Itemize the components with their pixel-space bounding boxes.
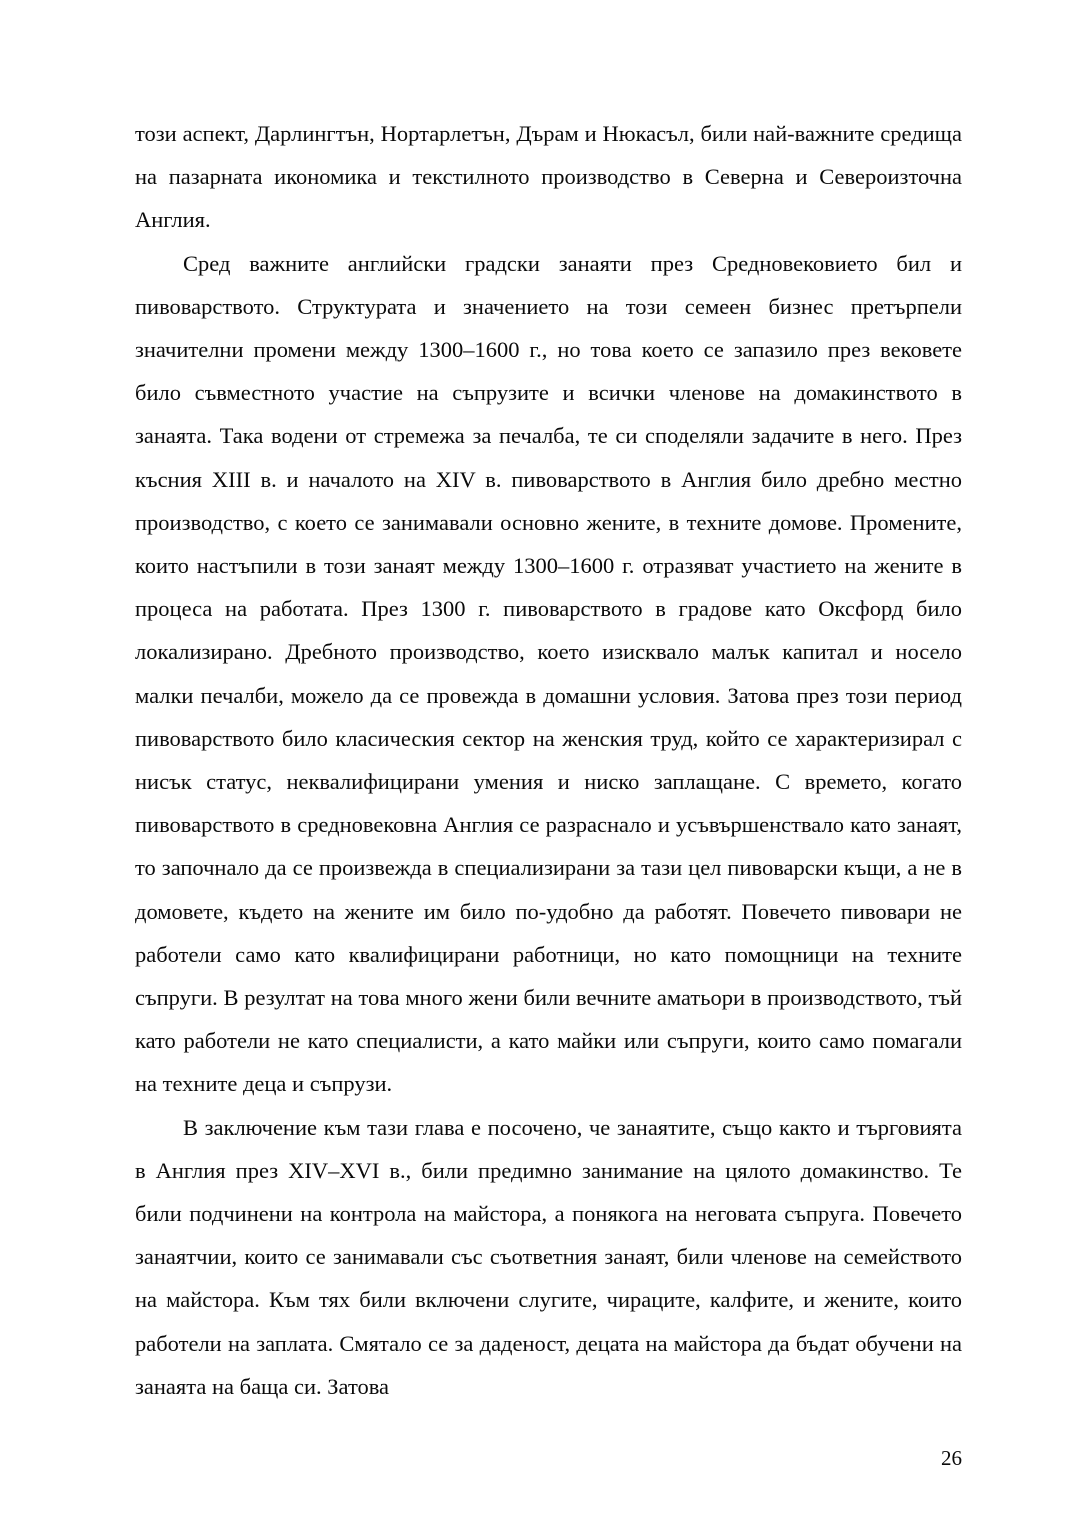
paragraph-2: Сред важните английски градски занаяти през Средновековието бил и пивоварството. Структурата и значението на този семеен бизнес претърпели значителни промени между 1300–1600 г., но това което се запазило през вековете било съвместното участие на съпрузите и всички членове на домакинството в занаята. Така водени от стремежа за печалба, те си споделяли задачите в него. През късния XIII в. и началото на XIV в. пивоварството в Англия било дребно местно производство, с което се занимавали основно жените, в техните домове. Промените, които настъпили в този занаят между 1300–1600 г. отразяват участието на жените в процеса на работата. През 1300 г. пивоварството в градове като Оксфорд било локализирано. Дребното производство, което изисквало малък капитал и носело малки печалби, можело да се провежда в домашни условия. Затова през този период пивоварството било класическия сектор на женския труд, който се характеризирал с нисък статус, неквалифицирани умения и ниско заплащане. С времето, когато пивоварството в средновековна Англия се разраснало и усъвършенствало като занаят, то започнало да се произвежда в специализирани за тази цел пивоварски къщи, а не в домовете, където на жените им било по-удобно да работят. Повечето пивовари не работели само като квалифицирани работници, но като помощници на техните съпруги. В резултат на това много жени били вечните аматьори в производството, тъй като работели не като специалисти, а като майки или съпруги, които само помагали на техните деца и съпрузи. [135,250,962,1097]
paragraph-1: този аспект, Дарлингтън, Нортарлетън, Дърам и Нюкасъл, били най-важните средища на пазарната икономика и текстилното производство в Северна и Североизточна Англия. [135,121,962,233]
page-number: 26 [941,1446,962,1470]
paragraph-3: В заключение към тази глава е посочено, че занаятите, също както и търговията в Англия през XIV–XVI в., били предимно занимание на цялото домакинство. Те били подчинени на контрола на майстора, а понякога на неговата съпруга. Повечето занаятчии, които се занимавали със съответния занаят, били членове на семейството на майстора. Към тях били включени слугите, чираците, калфите, и жените, които работели на заплата. Смятало се за даденост, децата на майстора да бъдат обучени на занаята на баща си. Затова [135,1114,962,1399]
page-body [135,112,962,1408]
